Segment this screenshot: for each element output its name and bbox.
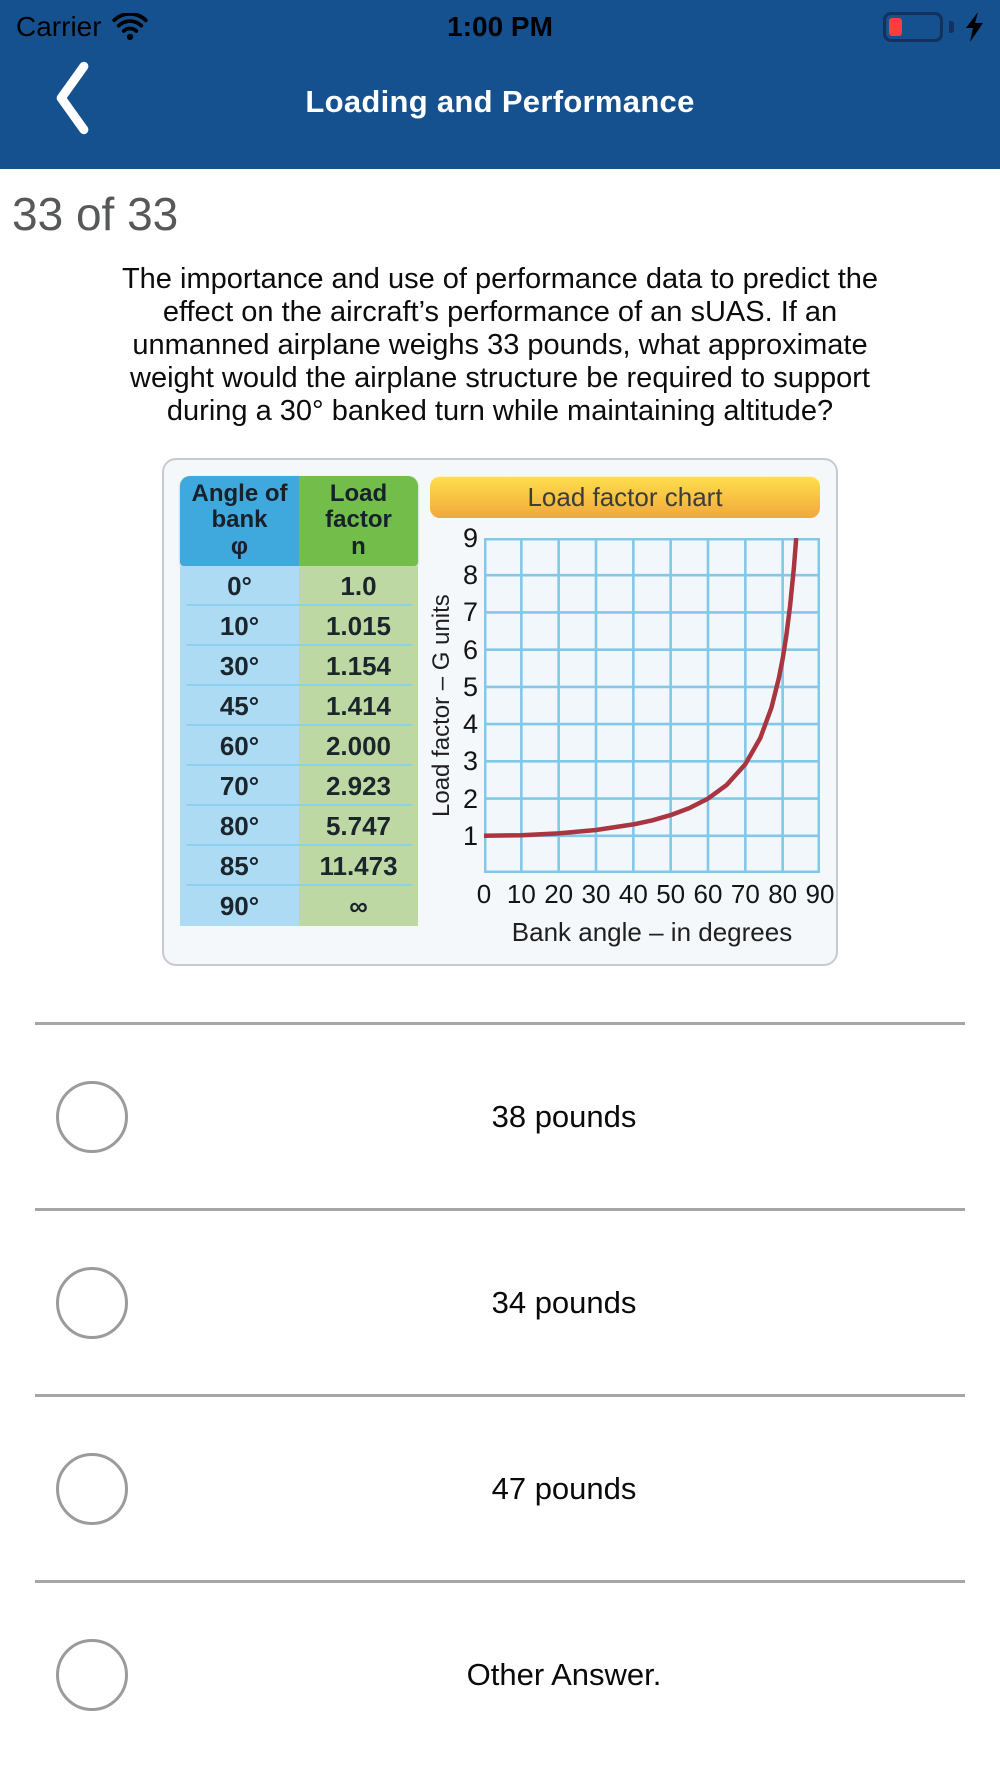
charging-bolt-icon [964,12,984,42]
load-factor-value: 1.154 [299,646,418,686]
y-tick-label: 3 [462,746,478,777]
y-tick-label: 1 [462,820,478,851]
table-row [180,606,418,646]
x-tick-label: 20 [544,879,574,909]
answer-label: 38 pounds [491,1098,637,1134]
nav-bar [0,48,1000,169]
y-tick-label: 2 [462,783,478,814]
x-tick-label: 50 [656,879,686,909]
answer-option[interactable] [0,1397,1000,1580]
y-tick-label: 9 [462,523,478,553]
question-line: during a 30° banked turn while maintaining altitude? [166,395,834,427]
load-factor-value: 5.747 [299,806,418,846]
page-title: Loading and Performance [305,83,695,119]
y-axis-tick-labels [454,523,484,873]
x-tick-label: 40 [618,879,648,909]
x-tick-label: 10 [506,879,536,909]
angle-of-bank-value: 80° [180,806,299,846]
angle-of-bank-value: 60° [180,726,299,766]
load-factor-chart [428,476,835,948]
radio-button[interactable] [56,1453,128,1525]
x-tick-label: 80 [768,879,798,909]
table-header-load-factor: Load factor n [299,476,418,566]
chart-title: Load factor chart [527,481,723,512]
angle-of-bank-value: 70° [180,766,299,806]
load-factor-curve-plot [484,538,820,873]
load-factor-value: 1.0 [299,566,418,606]
x-tick-label: 0 [476,879,492,909]
x-tick-label: 60 [693,879,723,909]
table-row [180,726,418,766]
answer-label: 34 pounds [491,1284,637,1320]
phi-symbol: φ [230,533,249,560]
back-button[interactable] [52,60,94,136]
carrier-label: Carrier [16,11,102,42]
y-tick-label: 6 [462,634,478,665]
battery-level-fill [889,18,902,36]
radio-button[interactable] [56,1081,128,1153]
table-row [180,686,418,726]
table-body [180,566,418,926]
clock: 1:00 PM [447,11,553,42]
chart-title-banner [430,476,820,518]
n-symbol: n [351,533,366,560]
question-line: weight would the airplane structure be required to support [130,362,870,394]
question-line: effect on the aircraft’s performance of an sUAS. If an [162,296,838,328]
angle-of-bank-value: 90° [180,886,299,926]
wifi-icon [112,13,148,41]
y-tick-label: 8 [462,560,478,591]
angle-of-bank-value: 45° [180,686,299,726]
angle-of-bank-value: 85° [180,846,299,886]
answer-options [0,1022,1000,1766]
y-axis-title: Load factor – G units [428,594,455,817]
load-factor-value: 11.473 [299,846,418,886]
load-factor-value: 2.000 [299,726,418,766]
angle-of-bank-value: 0° [180,566,299,606]
radio-button[interactable] [56,1267,128,1339]
table-row [180,886,418,926]
load-factor-value: 1.015 [299,606,418,646]
load-factor-value: ∞ [299,886,418,926]
x-axis-title: Bank angle – in degrees [511,917,793,947]
header [0,0,1000,169]
y-tick-label: 5 [462,671,478,702]
y-tick-label: 4 [462,709,478,740]
answer-option[interactable] [0,1583,1000,1766]
radio-button[interactable] [56,1639,128,1711]
x-tick-label: 70 [730,879,760,909]
load-factor-value: 1.414 [299,686,418,726]
x-tick-label: 30 [581,879,611,909]
answer-option[interactable] [0,1025,1000,1208]
answer-label: Other Answer. [466,1656,662,1692]
answer-option[interactable] [0,1211,1000,1394]
load-factor-value: 2.923 [299,766,418,806]
question-progress: 33 of 33 [12,188,179,240]
question-line: unmanned airplane weighs 33 pounds, what approximate [132,329,868,361]
table-header-angle-of-bank: Angle of bank φ [180,476,299,566]
table-row [180,566,418,606]
battery-icon [883,12,943,42]
angle-of-bank-value: 30° [180,646,299,686]
battery-cap [949,21,954,33]
angle-of-bank-value: 10° [180,606,299,646]
load-factor-table [180,476,418,948]
table-header-row [180,476,418,566]
question-line: The importance and use of performance data to predict the [121,263,879,295]
answer-label: 47 pounds [491,1470,637,1506]
table-row [180,766,418,806]
x-tick-label: 90 [805,879,835,909]
status-bar [0,0,1000,48]
table-row [180,846,418,886]
y-tick-label: 7 [462,597,478,628]
table-row [180,646,418,686]
x-axis-tick-labels [476,879,835,909]
table-row [180,806,418,846]
figure-card [162,458,838,966]
question-text [0,263,1000,428]
